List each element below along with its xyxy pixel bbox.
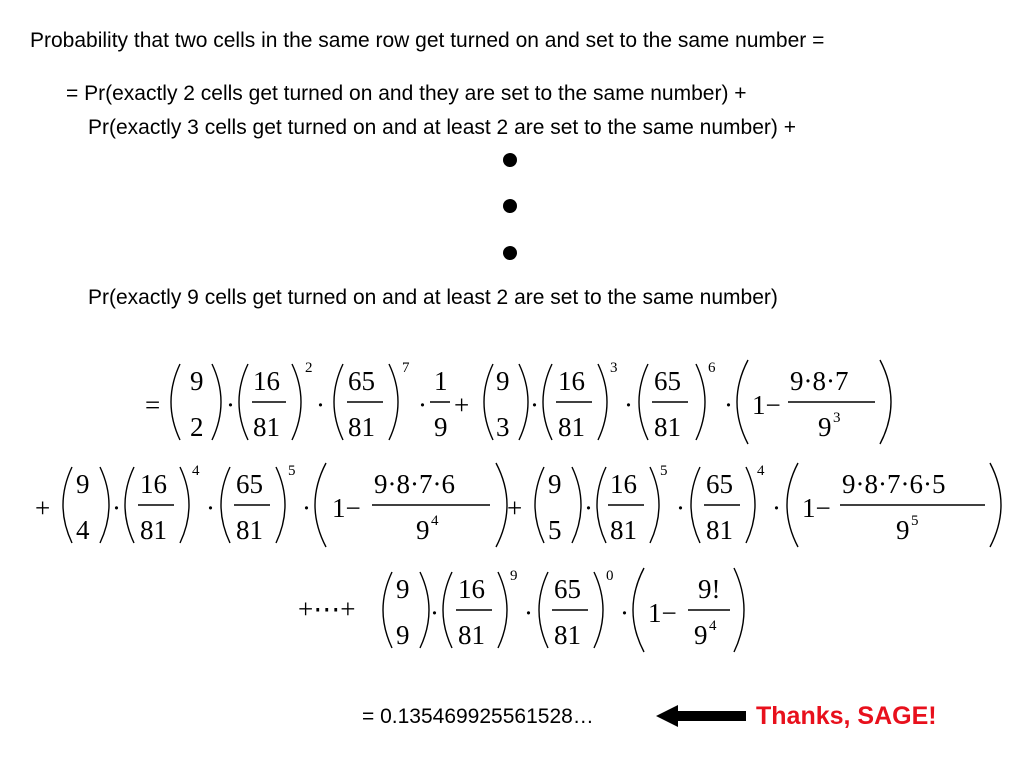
frac-num: 16 <box>458 574 485 604</box>
binom-k: 9 <box>396 620 410 650</box>
dot: · <box>584 493 593 523</box>
bullet-icon <box>503 246 517 260</box>
frac-num: 65 <box>236 469 263 499</box>
plus-sign: + <box>507 493 523 523</box>
equation-row-3 <box>290 560 750 660</box>
dot: · <box>624 390 633 420</box>
dot: · <box>772 493 781 523</box>
binom-n: 9 <box>76 469 90 499</box>
dot: · <box>302 493 311 523</box>
exponent: 3 <box>610 360 618 376</box>
frac-den: 9 <box>896 515 910 545</box>
equation-row-2 <box>30 455 1010 555</box>
frac-num: 16 <box>253 366 280 396</box>
frac-den: 9 <box>694 620 708 650</box>
frac-den: 81 <box>140 515 167 545</box>
binom-k: 5 <box>548 515 562 545</box>
bullet-icon <box>503 199 517 213</box>
dot: · <box>530 390 539 420</box>
binom-n: 9 <box>496 366 510 396</box>
binom-k: 2 <box>190 412 204 442</box>
line-pr-9: Pr(exactly 9 cells get turned on and at least 2 are set to the same number) <box>88 286 778 309</box>
frac-den: 81 <box>654 412 681 442</box>
dot: · <box>112 493 121 523</box>
equation-row-1 <box>140 352 900 452</box>
exponent: 4 <box>757 463 765 479</box>
dot: · <box>524 598 533 628</box>
exponent: 5 <box>660 463 668 479</box>
frac-num: 16 <box>140 469 167 499</box>
binom-k: 4 <box>76 515 90 545</box>
plus-sign: + <box>35 493 51 523</box>
frac-num: 65 <box>654 366 681 396</box>
dot: · <box>418 390 427 420</box>
frac-num: 9! <box>698 574 721 604</box>
binom-n: 9 <box>396 574 410 604</box>
exponent: 4 <box>192 463 200 479</box>
frac-den: 81 <box>458 620 485 650</box>
frac-den: 9 <box>416 515 430 545</box>
frac-num: 1 <box>434 366 448 396</box>
exponent: 7 <box>402 360 410 376</box>
exponent: 5 <box>911 513 919 529</box>
binom-n: 9 <box>548 469 562 499</box>
one-minus: 1− <box>332 493 361 523</box>
frac-den: 81 <box>558 412 585 442</box>
one-minus: 1− <box>752 390 781 420</box>
line-pr-3: Pr(exactly 3 cells get turned on and at least 2 are set to the same number) + <box>88 116 796 139</box>
frac-den: 81 <box>348 412 375 442</box>
exponent: 3 <box>833 410 841 426</box>
dot: · <box>620 598 629 628</box>
frac-den: 81 <box>253 412 280 442</box>
frac-num: 9·8·7·6·5 <box>842 469 946 499</box>
frac-num: 16 <box>558 366 585 396</box>
binom-n: 9 <box>190 366 204 396</box>
exponent: 6 <box>708 360 716 376</box>
dot: · <box>226 390 235 420</box>
one-minus: 1− <box>802 493 831 523</box>
exponent: 2 <box>305 360 313 376</box>
one-minus: 1− <box>648 598 677 628</box>
heading: Probability that two cells in the same row get turned on and set to the same number = <box>30 29 825 52</box>
equals-sign: = <box>145 390 161 420</box>
frac-den: 81 <box>554 620 581 650</box>
exponent: 9 <box>510 568 518 584</box>
frac-num: 65 <box>706 469 733 499</box>
frac-den: 81 <box>706 515 733 545</box>
thanks-note: Thanks, SAGE! <box>756 702 937 730</box>
frac-num: 65 <box>348 366 375 396</box>
frac-num: 9·8·7 <box>790 366 849 396</box>
dot: · <box>316 390 325 420</box>
dot: · <box>206 493 215 523</box>
result-value: = 0.135469925561528… <box>362 705 594 728</box>
frac-den: 81 <box>610 515 637 545</box>
left-arrow-icon <box>656 704 746 728</box>
binom-k: 3 <box>496 412 510 442</box>
exponent: 4 <box>431 513 439 529</box>
plus-sign: + <box>454 390 470 420</box>
dot: · <box>724 390 733 420</box>
exponent: 0 <box>606 568 614 584</box>
frac-num: 65 <box>554 574 581 604</box>
frac-den: 9 <box>818 412 832 442</box>
line-pr-2: = Pr(exactly 2 cells get turned on and they are set to the same number) + <box>66 82 747 105</box>
frac-num: 16 <box>610 469 637 499</box>
frac-den: 9 <box>434 412 448 442</box>
dot: · <box>430 598 439 628</box>
dot: · <box>676 493 685 523</box>
exponent: 5 <box>288 463 296 479</box>
plus-ellipsis-plus: +⋯+ <box>298 594 356 624</box>
frac-den: 81 <box>236 515 263 545</box>
frac-num: 9·8·7·6 <box>374 469 455 499</box>
bullet-icon <box>503 153 517 167</box>
exponent: 4 <box>709 618 717 634</box>
